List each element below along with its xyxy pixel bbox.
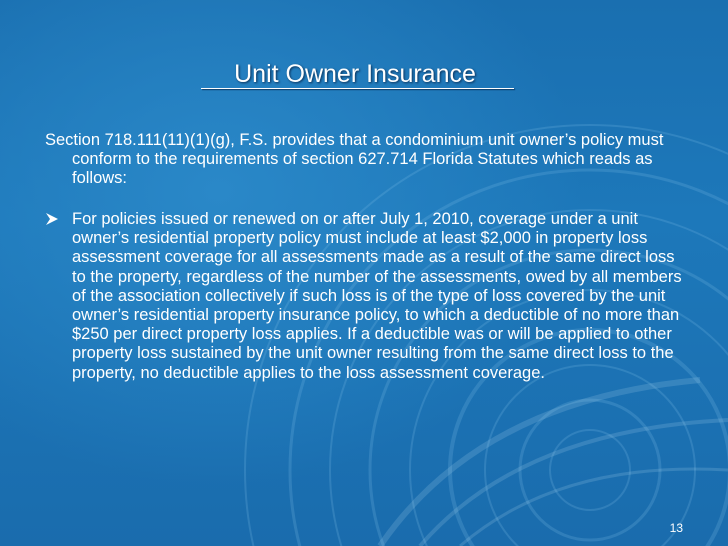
bullet-text: For policies issued or renewed on or after July 1, 2010, coverage under a unit owner’s residential property policy must include at least $2,000 in property loss assessment coverage for all assessments made as a result of the same direct loss to the property, regardless of the number of the assessments, owed by all members of the association collectively if such loss is of the type of loss covered by the unit owner’s residential property insurance policy, to which a deductible of no more than $250 per direct property loss applies. If a deductible was or will be applied to other property loss sustained by the unit owner resulting from the same direct loss to the property, no deductible applies to the loss assessment coverage. <box>72 210 682 382</box>
intro-paragraph <box>45 131 685 188</box>
page-number: 13 <box>669 521 683 535</box>
intro-text: Section 718.111(11)(1)(g), F.S. provides that a condominium unit owner’s policy must conform to the requirements of section 627.714 Florida Statutes which reads as follows: <box>45 131 664 187</box>
title-underline <box>201 88 514 89</box>
arrowhead-bullet-icon <box>45 212 59 226</box>
bullet-item <box>45 210 690 383</box>
slide-title: Unit Owner Insurance <box>234 60 476 88</box>
